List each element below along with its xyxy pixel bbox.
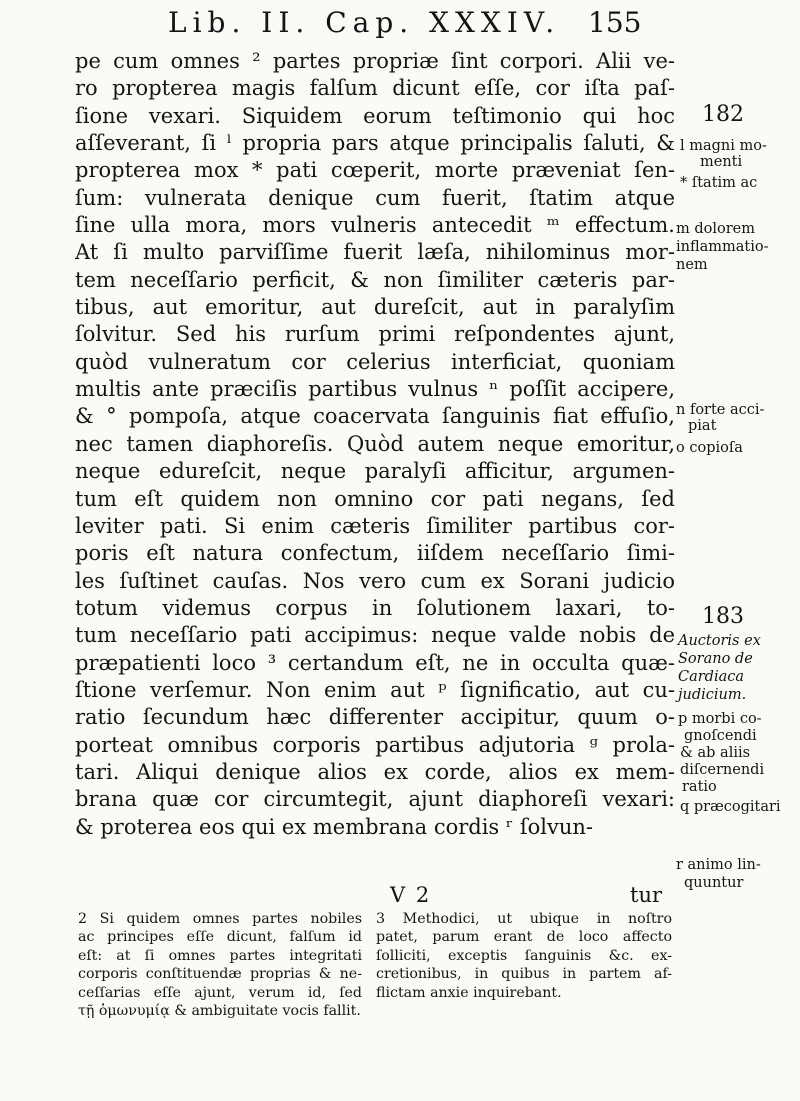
text-line: præpatienti loco ³ certandum eſt, ne in occulta quæ- — [75, 650, 675, 675]
margin-note: p morbi co- — [678, 711, 762, 727]
text-line: poris eſt natura confectum, iiſdem neceſſario ſimi- — [75, 541, 675, 566]
text-line: ſine ulla mora, mors vulneris antecedit ᵐ effectum. — [75, 213, 675, 238]
footnote-left — [78, 910, 362, 1020]
main-text — [75, 48, 675, 841]
footnote-line: 2 Si quidem omnes partes nobiles — [78, 911, 362, 927]
catchword: tur — [630, 883, 663, 907]
text-line: quòd vulneratum cor celerius interficiat, quoniam — [75, 349, 675, 374]
margin-note: Cardiaca — [678, 669, 745, 685]
text-line: les ſuſtinet cauſas. Nos vero cum ex Sorani judicio — [75, 568, 675, 593]
margin-note: & ab aliis — [680, 745, 751, 761]
footnote-line: patet, parum erant de loco affecto — [376, 929, 672, 946]
text-line: tari. Aliqui denique alios ex corde, alios ex mem- — [75, 759, 675, 784]
margin-note: m dolorem — [676, 221, 755, 237]
text-line: ratio ſecundum hæc differenter accipitur, quum o- — [75, 705, 675, 730]
running-head-title: Lib. II. Cap. XXXIV. — [168, 6, 561, 39]
text-line: aſſeverant, ſi ˡ propria pars atque principalis ſaluti, & — [75, 131, 675, 156]
text-line: neque edureſcit, neque paralyſi afficitur, argumen- — [75, 459, 675, 484]
footnote-line: ceſſarias eſſe ajunt, verum id, ſed — [78, 984, 362, 1001]
text-line: tem neceſſario perficit, & non ſimiliter cæteris par- — [75, 267, 675, 292]
text-line: porteat omnibus corporis partibus adjutoria ᵍ prola- — [75, 732, 675, 757]
text-line: totum videmus corpus in ſolutionem laxari, to- — [75, 595, 675, 620]
text-line: leviter pati. Si enim cæteris ſimiliter partibus cor- — [75, 513, 675, 538]
text-line: At ſi multo parviſſime fuerit læſa, nihilominus mor- — [75, 240, 675, 265]
running-head — [0, 6, 800, 46]
margin-note: Sorano de — [678, 651, 753, 667]
margin-note: ratio — [682, 779, 717, 795]
footnote-line: ac principes eſſe dicunt, falſum id — [78, 929, 362, 946]
text-line: tibus, aut emoritur, aut dureſcit, aut in paralyſim — [75, 295, 675, 320]
text-line: brana quæ cor circumtegit, ajunt diaphoreſi vexari: — [75, 787, 675, 812]
margin-note: gnoſcendi — [684, 728, 757, 744]
margin-note: Auctoris ex — [678, 633, 761, 649]
margin-note: judicium. — [678, 687, 747, 703]
text-line: pe cum omnes ² partes propriæ ſint corpori. Alii ve- — [75, 49, 675, 73]
text-line: ſum: vulnerata denique cum fuerit, ſtatim atque — [75, 185, 675, 210]
footnote-line: eſt: at ſi omnes partes integritati — [78, 947, 362, 964]
signature-mark: V 2 — [390, 883, 432, 907]
text-line: tum eſt quidem non omnino cor pati negans, ſed — [75, 486, 675, 511]
text-line: & ° pompoſa, atque coacervata ſanguinis fiat effuſio, — [75, 404, 675, 429]
margin-note: o copioſa — [676, 440, 743, 456]
margin-note: menti — [700, 154, 743, 170]
page-number: 155 — [588, 6, 642, 39]
margin-note: inflammatio- — [676, 239, 769, 255]
footnote-line: cretionibus, in quibus in partem af- — [376, 966, 672, 983]
margin-note: n forte acci- — [676, 402, 765, 418]
text-line: tum neceſſario pati accipimus: neque valde nobis de — [75, 623, 675, 648]
text-line: & proterea eos qui ex membrana cordis ʳ ſolvun- — [75, 814, 593, 839]
text-line: ſione vexari. Siquidem eorum teſtimonio qui hoc — [75, 103, 675, 128]
margin-section-number: 183 — [702, 604, 744, 629]
margin-note: l magni mo- — [680, 138, 767, 154]
margin-note: diſcernendi — [680, 762, 765, 778]
footnote-line: τῇ ὁμωνυμίᾳ & ambiguitate vocis fallit. — [78, 1003, 361, 1020]
footnote-line: corporis conſtituendæ proprias & ne- — [78, 966, 362, 983]
text-line: ſolvitur. Sed his rurſum primi reſpondentes ajunt, — [75, 322, 675, 347]
text-line: ſtione verſemur. Non enim aut ᵖ ſignificatio, aut cu- — [75, 677, 675, 702]
text-line: multis ante præciſis partibus vulnus ⁿ poſſit accipere, — [75, 377, 675, 402]
margin-section-number: 182 — [702, 102, 744, 127]
margin-note: piat — [688, 418, 717, 434]
footnote-line: 3 Methodici, ut ubique in noſtro — [376, 911, 672, 927]
margin-note: r animo lin- — [676, 857, 761, 873]
margin-note: nem — [676, 257, 708, 273]
margin-note: * ſtatim ac — [680, 175, 758, 191]
footnote-line: ſolliciti, exceptis ſanguinis &c. ex- — [376, 947, 672, 964]
footnote-right — [376, 910, 672, 1002]
text-line: nec tamen diaphoreſis. Quòd autem neque emoritur, — [75, 431, 675, 456]
text-line: propterea mox * pati cœperit, morte præveniat ſen- — [75, 158, 675, 183]
footnote-line: flictam anxie inquirebant. — [376, 984, 562, 1001]
text-line: ro propterea magis falſum dicunt eſſe, cor iſta paſ- — [75, 76, 675, 101]
margin-note: q præcogitari — [680, 799, 781, 815]
margin-note: quuntur — [684, 875, 744, 891]
